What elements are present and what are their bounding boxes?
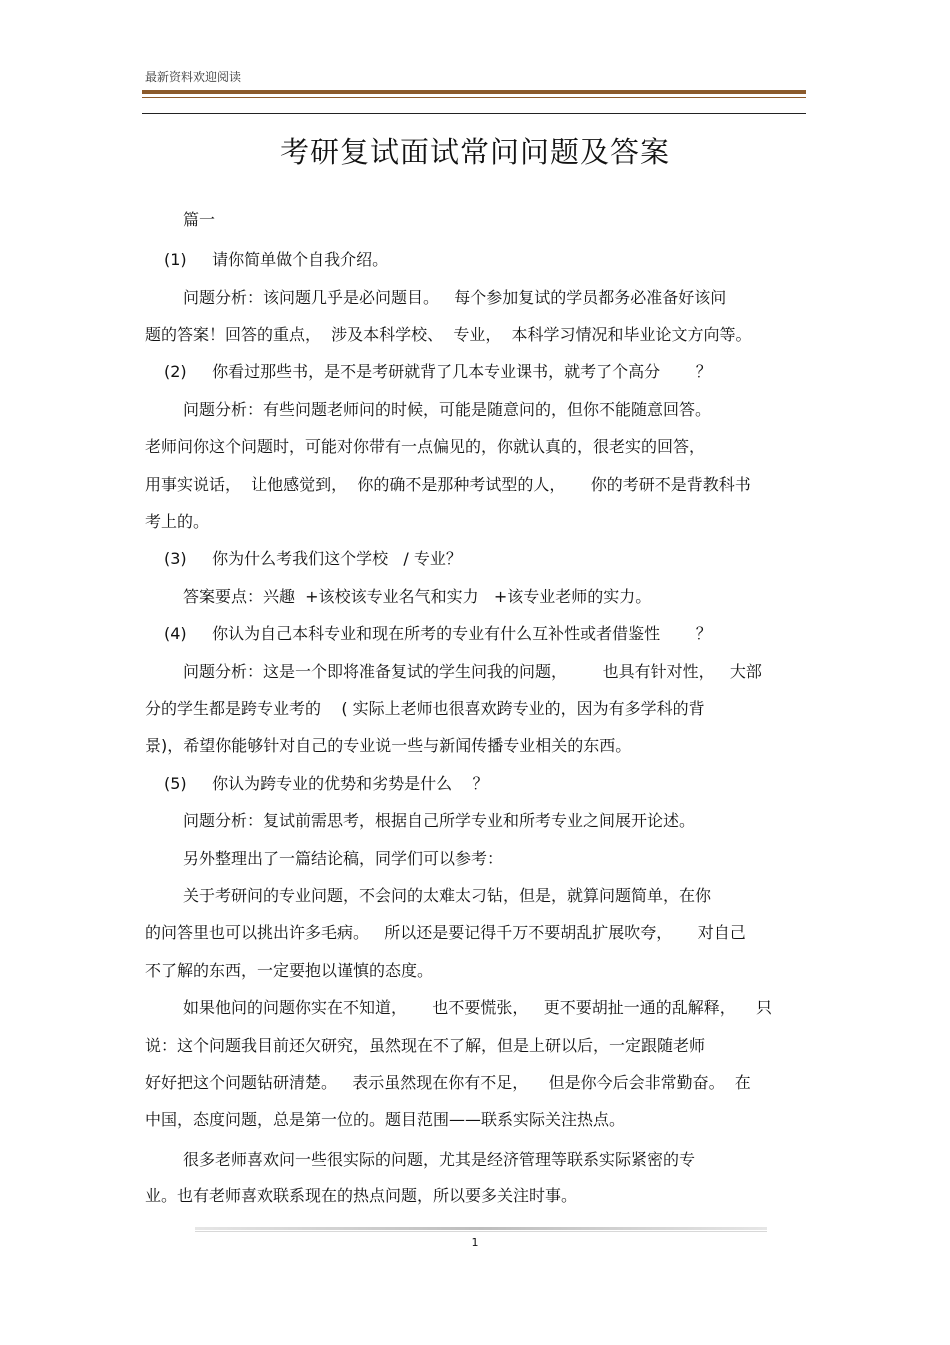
body-line: 不了解的东西，一定要抱以谨慎的态度。 [145, 961, 434, 980]
header-text: 最新资料欢迎阅读 [145, 70, 242, 84]
document-title: 考研复试面试常问问题及答案 [279, 135, 670, 169]
body-line: 问题分析：这是一个即将准备复试的学生问我的问题， 也具有针对性， 大部 [183, 662, 762, 681]
body-line: 的问答里也可以挑出许多毛病。 所以还是要记得千万不要胡乱扩展吹夸， 对自己 [145, 923, 746, 942]
body-line: 问题分析：复试前需思考，根据自己所学专业和所考专业之间展开论述。 [183, 811, 696, 830]
body-line: 好好把这个问题钻研清楚。 表示虽然现在你有不足， 但是你今后会非常勤奋。 在 [145, 1073, 751, 1092]
body-line: 考上的。 [145, 512, 210, 531]
body-line: 问题分析：有些问题老师问的时候，可能是随意问的，但你不能随意回答。 [183, 400, 712, 419]
footer-rule [195, 1227, 767, 1230]
body-line: 老师问你这个问题时，可能对你带有一点偏见的，你就认真的，很老实的回答， [145, 437, 706, 456]
body-line: 题的答案！回答的重点， 涉及本科学校、 专业， 本科学习情况和毕业论文方向等。 [145, 325, 752, 344]
body-line: 关于考研问的专业问题，不会问的太难太刁钻，但是，就算问题简单，在你 [183, 886, 712, 905]
body-line: (4) 你认为自己本科专业和现在所考的专业有什么互补性或者借鉴性 ？ [164, 624, 712, 643]
header-rule-thin [142, 97, 806, 98]
body-line: (3) 你为什么考我们这个学校 / 专业？ [164, 549, 462, 568]
body-line: (2) 你看过那些书，是不是考研就背了几本专业课书，就考了个高分 ？ [164, 362, 712, 381]
page-number: 1 [471, 1236, 479, 1249]
body-line: (1) 请你简单做个自我介绍。 [164, 250, 389, 269]
body-line: 说：这个问题我目前还欠研究，虽然现在不了解，但是上研以后，一定跟随老师 [145, 1036, 706, 1055]
body-line: 中国，态度问题，总是第一位的。题目范围——联系实际关注热点。 [145, 1110, 626, 1129]
body-line: 分的学生都是跨专业考的 ( 实际上老师也很喜欢跨专业的，因为有多学科的背 [145, 699, 705, 718]
body-line: 篇一 [183, 210, 216, 229]
page-top-rule [142, 113, 806, 114]
body-line: 答案要点：兴趣 +该校该专业名气和实力 +该专业老师的实力。 [183, 587, 652, 606]
body-line: 问题分析：该问题几乎是必问题目。 每个参加复试的学员都务必准备好该问 [183, 288, 727, 307]
body-line: 景)，希望你能够针对自己的专业说一些与新闻传播专业相关的东西。 [145, 736, 632, 755]
header-rule-thick [142, 90, 806, 94]
body-line: 如果他问的问题你实在不知道， 也不要慌张， 更不要胡扯一通的乱解释， 只 [183, 998, 773, 1017]
footer-rule-thin [195, 1231, 767, 1232]
body-line: 用事实说话， 让他感觉到， 你的确不是那种考试型的人， 你的考研不是背教科书 [145, 475, 751, 494]
body-line: 业。也有老师喜欢联系现在的热点问题，所以要多关注时事。 [145, 1186, 578, 1205]
body-line: 另外整理出了一篇结论稿，同学们可以参考： [183, 849, 504, 868]
body-line: (5) 你认为跨专业的优势和劣势是什么 ？ [164, 774, 489, 793]
body-line: 很多老师喜欢问一些很实际的问题，尤其是经济管理等联系实际紧密的专 [183, 1150, 696, 1169]
